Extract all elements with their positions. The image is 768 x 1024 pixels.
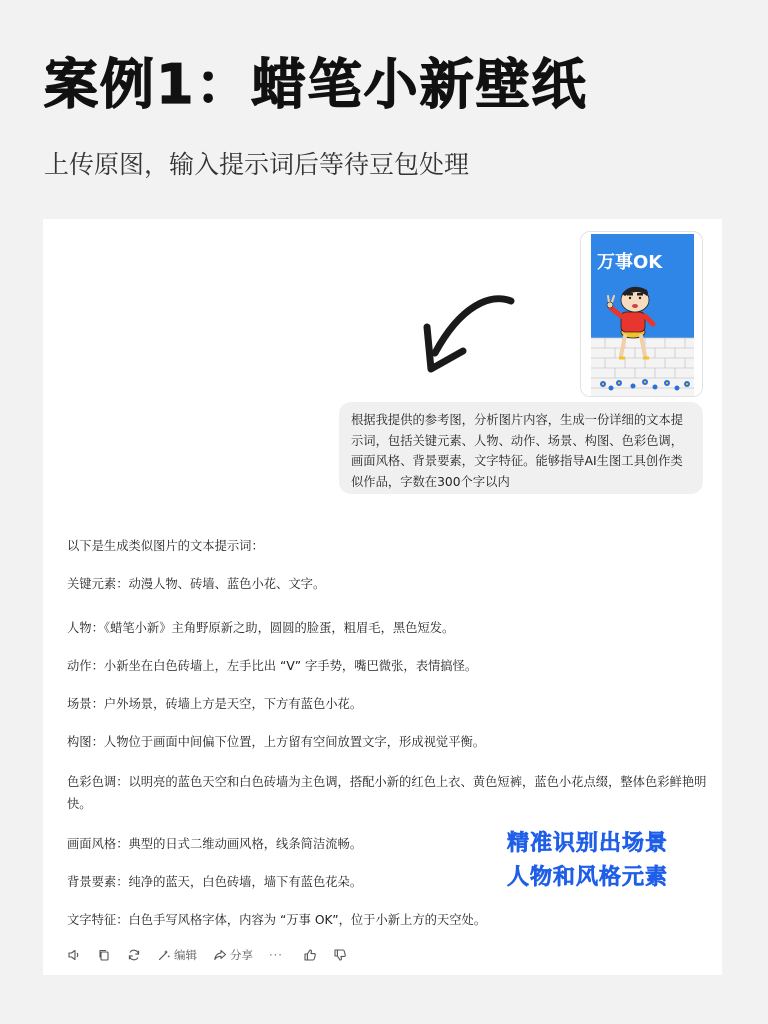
thumbs-up-icon: [303, 948, 317, 962]
more-options-button[interactable]: ···: [269, 948, 283, 962]
like-button[interactable]: [303, 948, 317, 962]
speaker-icon: [67, 948, 81, 962]
answer-line-key-elements: 关键元素：动漫人物、砖墙、蓝色小花、文字。: [67, 577, 326, 591]
highlight-line-2: 人物和风格元素: [507, 865, 669, 890]
thumbnail-caption: 万事OK: [597, 252, 663, 273]
answer-line-action: 动作：小新坐在白色砖墙上，左手比出 “V” 字手势，嘴巴微张，表情搞怪。: [67, 659, 478, 673]
page-headline: 案例1：蜡笔小新壁纸: [44, 53, 588, 116]
answer-intro: 以下是生成类似图片的文本提示词：: [67, 539, 264, 553]
answer-line-style: 画面风格：典型的日式二维动画风格，线条简洁流畅。: [67, 837, 363, 851]
answer-line-text-feature: 文字特征：白色手写风格字体，内容为 “万事 OK”，位于小新上方的天空处。: [67, 913, 487, 927]
refresh-icon: [127, 948, 141, 962]
edit-button[interactable]: [157, 947, 197, 963]
magic-edit-icon: [157, 948, 171, 962]
answer-line-background: 背景要素：纯净的蓝天，白色砖墙，墙下有蓝色花朵。: [67, 875, 363, 889]
share-icon: [213, 948, 227, 962]
crayon-shinchan-illustration: [581, 232, 703, 397]
message-action-toolbar: [67, 945, 363, 965]
user-message-bubble: 根据我提供的参考图，分析图片内容，生成一份详细的文本提示词，包括关键元素、人物、动作、场景、构图、色彩色调，画面风格、背景要素，文字特征。能够指导AI生图工具创作类似作品，字数在300个字以内: [339, 402, 703, 494]
answer-line-character: 人物：《蜡笔小新》主角野原新之助，圆圆的脸蛋，粗眉毛，黑色短发。: [67, 621, 455, 635]
thumbs-down-icon: [333, 948, 347, 962]
copy-button[interactable]: [97, 948, 111, 962]
chat-panel: [43, 219, 722, 975]
answer-line-color-tone: 色彩色调：以明亮的蓝色天空和白色砖墙为主色调，搭配小新的红色上衣、黄色短裤，蓝色小花点缀，整体色彩鲜艳明快。: [67, 775, 707, 811]
share-button[interactable]: [213, 947, 253, 963]
regenerate-button[interactable]: [127, 948, 141, 962]
page-subtitle: 上传原图，输入提示词后等待豆包处理: [44, 150, 470, 179]
uploaded-image-thumbnail[interactable]: [580, 231, 703, 397]
dislike-button[interactable]: [333, 948, 347, 962]
answer-line-composition: 构图：人物位于画面中间偏下位置，上方留有空间放置文字，形成视觉平衡。: [67, 735, 486, 749]
curved-arrow-icon: [421, 291, 521, 377]
read-aloud-button[interactable]: [67, 948, 81, 962]
highlight-line-1: 精准识别出场景: [507, 831, 669, 856]
edit-label: 编辑: [174, 948, 197, 962]
highlight-callout: [507, 827, 668, 895]
copy-icon: [97, 948, 111, 962]
answer-line-scene: 场景：户外场景，砖墙上方是天空，下方有蓝色小花。: [67, 697, 363, 711]
share-label: 分享: [230, 948, 253, 962]
